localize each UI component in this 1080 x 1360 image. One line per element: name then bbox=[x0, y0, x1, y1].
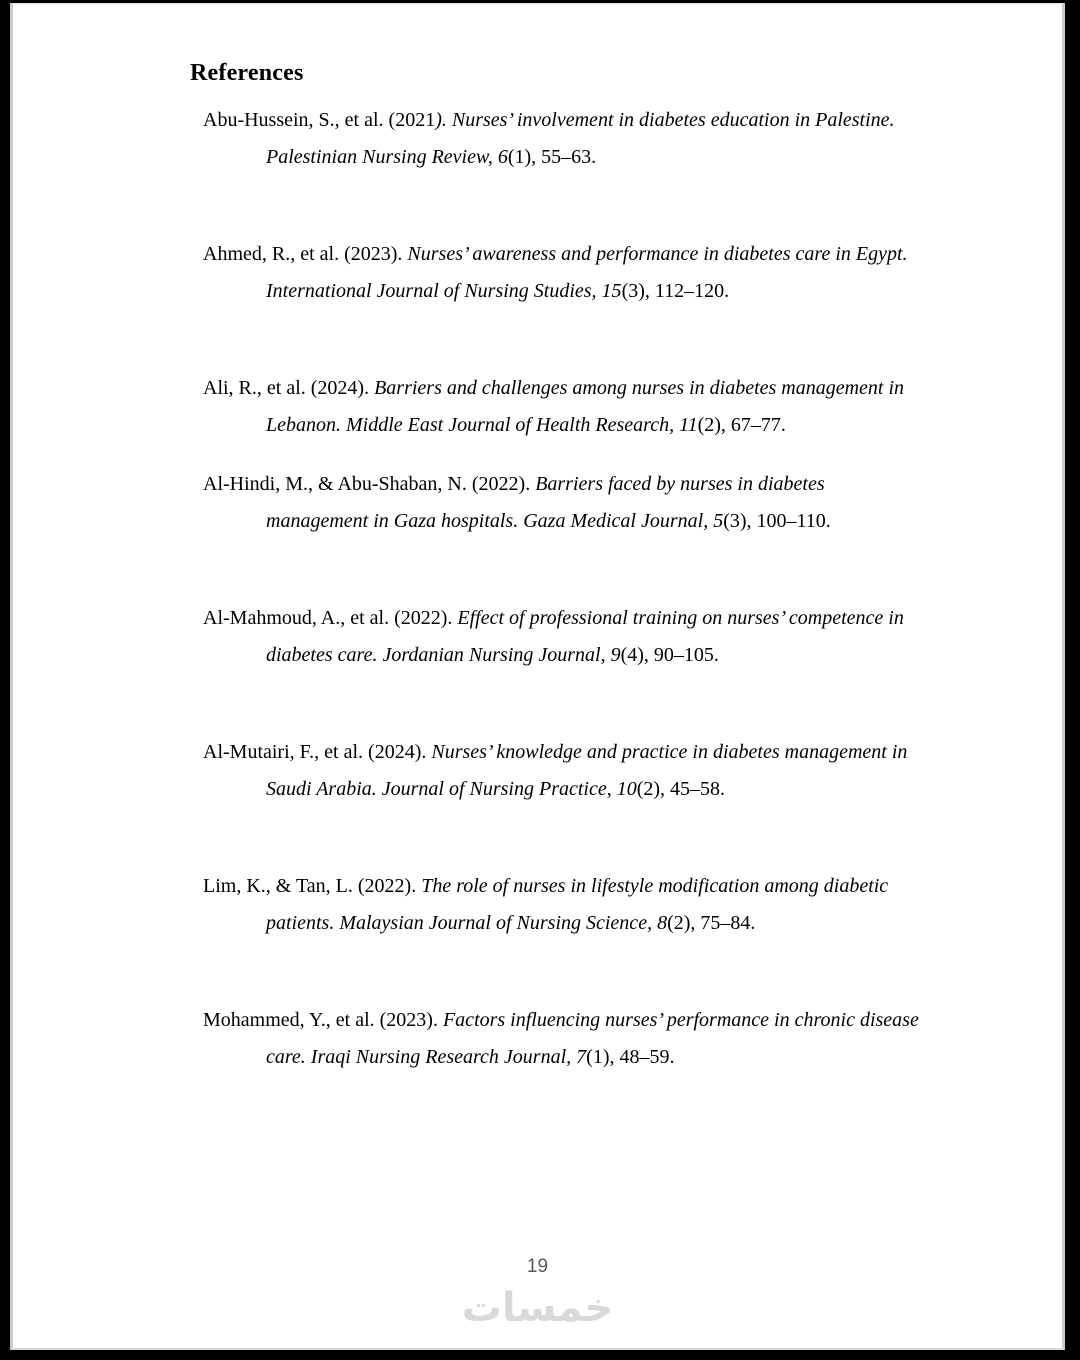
reference-text-segment: Barriers and challenges among nurses in diabetes management in Lebanon. Middle East Journal of Health Research, 11 bbox=[266, 377, 905, 436]
reference-text-segment: (2), 75–84. bbox=[667, 912, 756, 934]
reference-text-segment: ). Nurses’ involvement in diabetes education in Palestine. Palestinian Nursing Review, 6 bbox=[266, 109, 895, 168]
reference-text-segment: Nurses’ awareness and performance in diabetes care in Egypt. International Journal of Nursing Studies, 15 bbox=[266, 243, 908, 302]
page-number: 19 bbox=[526, 1256, 549, 1277]
reference-text-segment: Lim, K., & Tan, L. (2022). bbox=[203, 875, 422, 897]
references-heading: References bbox=[190, 60, 304, 87]
references-list bbox=[203, 102, 921, 1076]
khamsat-watermark-logo: خمسات bbox=[461, 1285, 614, 1331]
reference-entry bbox=[203, 600, 921, 674]
reference-entry bbox=[203, 734, 921, 808]
reference-entry bbox=[203, 102, 921, 176]
reference-text-segment: Ali, R., et al. (2024). bbox=[203, 377, 375, 399]
reference-text-segment: The role of nurses in lifestyle modification among diabetic patients. Malaysian Journal of Nursing Science, 8 bbox=[266, 875, 889, 934]
reference-text-segment: (2), 67–77. bbox=[697, 414, 786, 436]
reference-text-segment: (1), 48–59. bbox=[586, 1046, 675, 1068]
reference-text-segment: Al-Mutairi, F., et al. (2024). bbox=[203, 741, 432, 763]
reference-entry bbox=[203, 1002, 921, 1076]
reference-text-segment: Ahmed, R., et al. (2023). bbox=[203, 243, 408, 265]
reference-entry bbox=[203, 868, 921, 942]
reference-entry bbox=[203, 236, 921, 310]
reference-entry bbox=[203, 370, 921, 444]
reference-text-segment: (4), 90–105. bbox=[620, 644, 719, 666]
document-page bbox=[10, 3, 1065, 1350]
reference-text-segment: Nurses’ knowledge and practice in diabetes management in Saudi Arabia. Journal of Nursing Practice, 10 bbox=[266, 741, 908, 800]
reference-text-segment: Effect of professional training on nurses’ competence in diabetes care. Jordanian Nursing Journal, 9 bbox=[266, 607, 904, 666]
reference-text-segment: Barriers faced by nurses in diabetes management in Gaza hospitals. Gaza Medical Journal, 5 bbox=[266, 473, 825, 532]
reference-text-segment: (3), 100–110. bbox=[723, 510, 831, 532]
reference-text-segment: (1), 55–63. bbox=[507, 146, 597, 168]
reference-text-segment: Abu-Hussein, S., et al. (2021 bbox=[203, 109, 436, 131]
reference-text-segment: (2), 45–58. bbox=[636, 778, 726, 800]
reference-entry bbox=[203, 466, 921, 540]
reference-text-segment: Al-Mahmoud, A., et al. (2022). bbox=[203, 607, 458, 629]
reference-text-segment: Factors influencing nurses’ performance in chronic disease care. Iraqi Nursing Research Journal, 7 bbox=[266, 1009, 919, 1068]
reference-text-segment: Al-Hindi, M., & Abu-Shaban, N. (2022). bbox=[203, 473, 536, 495]
reference-text-segment: Mohammed, Y., et al. (2023). bbox=[203, 1009, 443, 1031]
reference-text-segment: (3), 112–120. bbox=[621, 280, 730, 302]
